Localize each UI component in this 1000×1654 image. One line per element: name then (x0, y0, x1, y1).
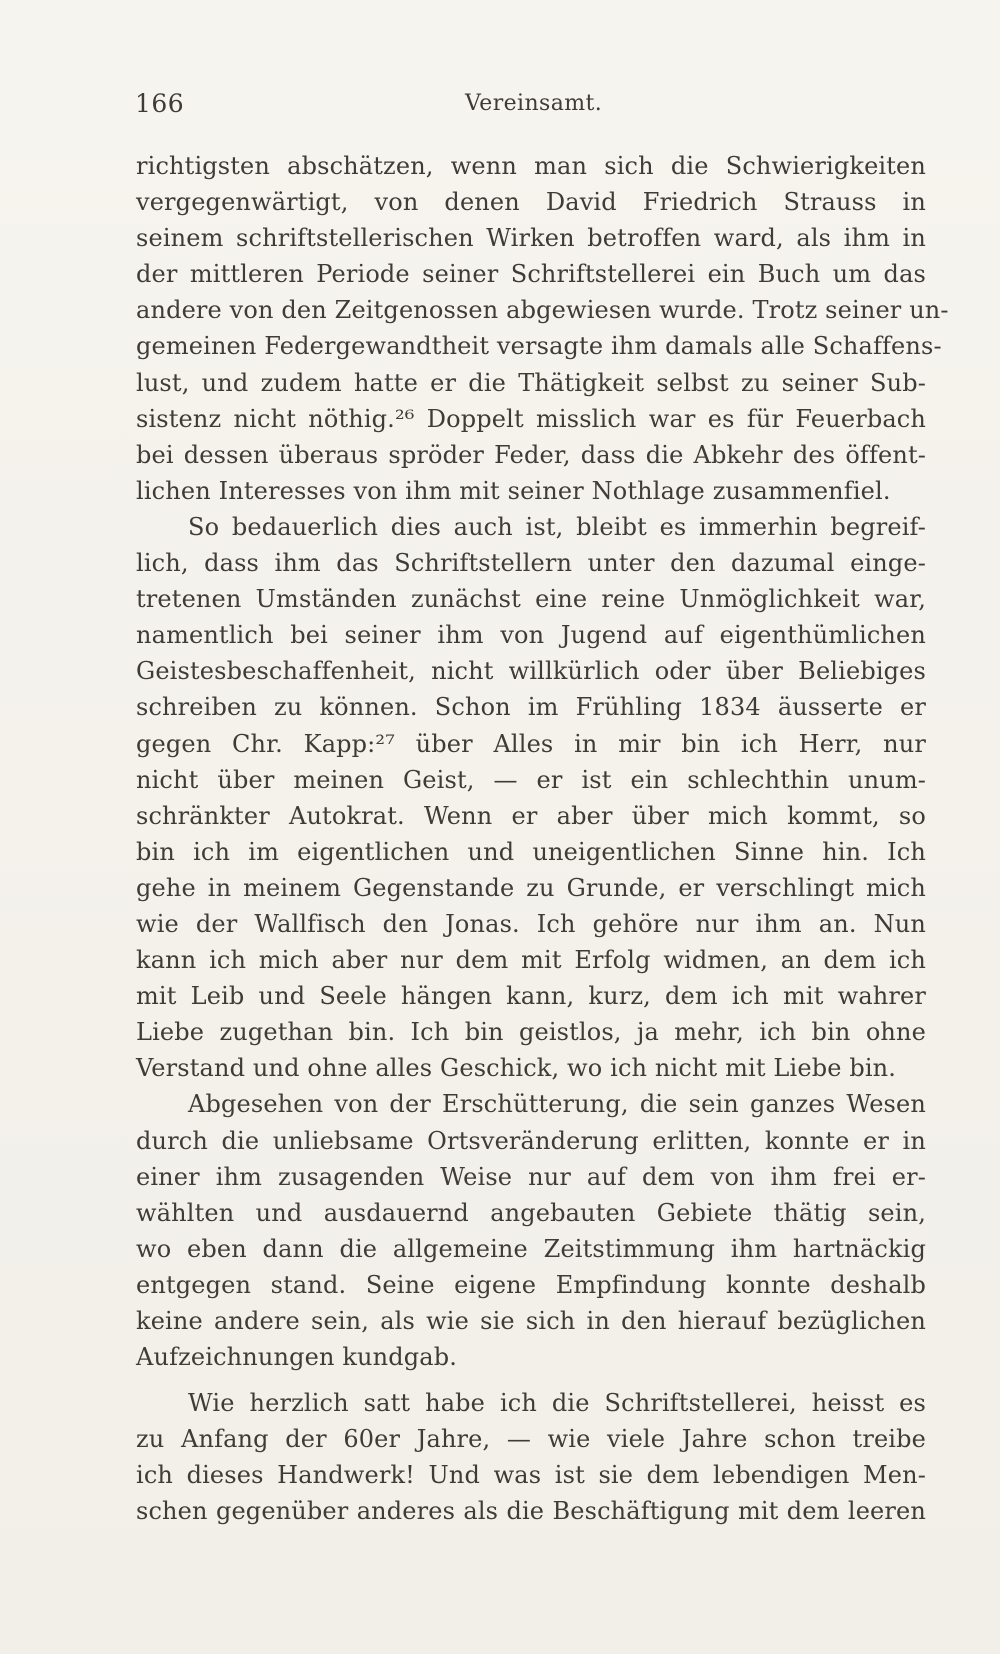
text-line: tretenen Umständen zunächst eine reine Unmöglichkeit war, (136, 585, 926, 614)
text-line: seinem schriftstellerischen Wirken betroffen ward, als ihm in (136, 224, 926, 253)
paragraph-start-line: Wie herzlich satt habe ich die Schriftstellerei, heisst es (188, 1389, 926, 1418)
page-header (135, 84, 925, 124)
text-line: bin ich im eigentlichen und uneigentlichen Sinne hin. Ich (136, 837, 926, 866)
text-line: durch die unliebsame Ortsveränderung erlitten, konnte er in (136, 1126, 926, 1155)
text-line: ich dieses Handwerk! Und was ist sie dem lebendigen Men- (136, 1461, 926, 1490)
body-text (136, 148, 949, 1526)
text-line: gemeinen Federgewandtheit versagte ihm damals alle Schaffens- (136, 332, 942, 361)
text-line: kann ich mich aber nur dem mit Erfolg widmen, an dem ich (136, 946, 926, 975)
text-line: Geistesbeschaffenheit, nicht willkürlich oder über Beliebiges (136, 657, 926, 686)
text-line: richtigsten abschätzen, wenn man sich die Schwierigkeiten (136, 152, 926, 180)
text-line: wo eben dann die allgemeine Zeitstimmung ihm hartnäckig (136, 1234, 926, 1263)
paragraph-start-line: So bedauerlich dies auch ist, bleibt es immerhin begreif- (188, 512, 926, 541)
text-line: Liebe zugethan bin. Ich bin geistlos, ja mehr, ich bin ohne (136, 1018, 926, 1047)
text-line: der mittleren Periode seiner Schriftstellerei ein Buch um das (136, 260, 926, 289)
text-line: sistenz nicht nöthig.²⁶ Doppelt misslich war es für Feuerbach (136, 404, 926, 433)
text-line: mit Leib und Seele hängen kann, kurz, dem ich mit wahrer (136, 982, 926, 1011)
text-line: lust, und zudem hatte er die Thätigkeit selbst zu seiner Sub- (136, 368, 926, 397)
text-line: Aufzeichnungen kundgab. (136, 1343, 458, 1372)
text-line: zu Anfang der 60er Jahre, — wie viele Jahre schon treibe (136, 1425, 926, 1454)
text-line: einer ihm zusagenden Weise nur auf dem von ihm frei er- (136, 1162, 926, 1191)
page-number: 166 (135, 89, 185, 118)
text-line: bei dessen überaus spröder Feder, dass die Abkehr des öffent- (136, 440, 926, 469)
text-line: vergegenwärtigt, von denen David Friedrich Strauss in (136, 188, 926, 217)
text-line: schreiben zu können. Schon im Frühling 1834 äusserte er (136, 693, 926, 722)
text-line: wie der Wallfisch den Jonas. Ich gehöre nur ihm an. Nun (136, 909, 926, 938)
text-line: schen gegenüber anderes als die Beschäftigung mit dem leeren (136, 1497, 926, 1526)
text-line: Verstand und ohne alles Geschick, wo ich nicht mit Liebe bin. (136, 1054, 897, 1083)
text-line: andere von den Zeitgenossen abgewiesen wurde. Trotz seiner un- (136, 296, 949, 325)
text-line: lich, dass ihm das Schriftstellern unter den dazumal einge- (136, 549, 926, 578)
text-line: nicht über meinen Geist, — er ist ein schlechthin unum- (136, 765, 926, 794)
running-title: Vereinsamt. (465, 91, 603, 116)
text-line: wählten und ausdauernd angebauten Gebiete thätig sein, (136, 1198, 926, 1227)
paragraph-start-line: Abgesehen von der Erschütterung, die sein ganzes Wesen (188, 1090, 926, 1119)
text-line: schränkter Autokrat. Wenn er aber über mich kommt, so (136, 801, 926, 830)
text-line: gehe in meinem Gegenstande zu Grunde, er verschlingt mich (136, 873, 926, 902)
text-line: entgegen stand. Seine eigene Empfindung konnte deshalb (136, 1270, 926, 1299)
text-line: namentlich bei seiner ihm von Jugend auf eigenthümlichen (136, 621, 926, 650)
text-line: keine andere sein, als wie sie sich in den hierauf bezüglichen (136, 1307, 926, 1335)
text-line: lichen Interesses von ihm mit seiner Nothlage zusammenfiel. (136, 476, 891, 505)
text-line: gegen Chr. Kapp:²⁷ über Alles in mir bin ich Herr, nur (136, 729, 926, 758)
